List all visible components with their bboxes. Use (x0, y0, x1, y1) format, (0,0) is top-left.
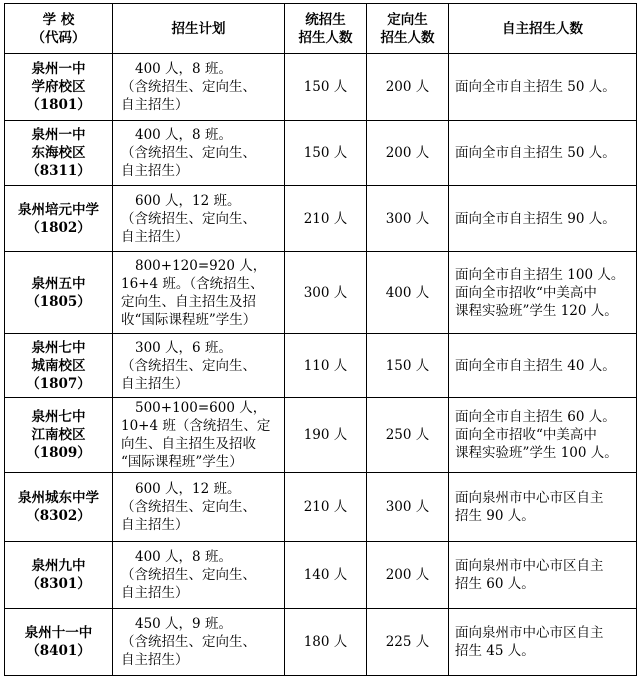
table-row (5, 121, 637, 186)
school-name (5, 473, 113, 542)
enrollment-plan-line: （含统招生、定向生、 (121, 567, 256, 583)
self-enrollment-line: 面向全市自主招生 50 人。 (455, 145, 616, 161)
enrollment-plan-line: 400 人，8 班。 (135, 61, 232, 77)
directed-count-line: 300 人 (385, 210, 430, 227)
unified-count (285, 121, 367, 186)
self-enrollment (449, 609, 637, 676)
self-enrollment-line: 面向全市自主招生 100 人。 (455, 266, 625, 283)
school-name-line: 泉州一中 (31, 127, 86, 143)
enrollment-plan-line: 500+100=600 人， (135, 400, 267, 416)
school-name-line: 泉州五中 (31, 275, 86, 292)
school-name-line: 学府校区 (31, 79, 86, 95)
enrollment-plan (113, 542, 285, 609)
school-name-line: （1801） (26, 97, 91, 113)
enrollment-plan-line: 自主招生） (121, 375, 189, 392)
unified-count-line: 140 人 (303, 567, 348, 583)
school-name (5, 334, 113, 398)
school-name (5, 398, 113, 473)
enrollment-plan-line: 自主招生） (121, 585, 189, 601)
enrollment-plan (113, 398, 285, 473)
header-self: 自主招生人数 (449, 4, 637, 54)
unified-count (285, 334, 367, 398)
self-enrollment (449, 54, 637, 121)
unified-count-line: 210 人 (303, 210, 348, 227)
school-name-line: 泉州七中 (31, 409, 86, 425)
unified-count-line: 110 人 (303, 357, 348, 374)
school-name-line: （1807） (26, 375, 91, 392)
school-name (5, 542, 113, 609)
school-name-line: 泉州一中 (31, 61, 86, 77)
directed-count-line: 200 人 (385, 79, 430, 95)
enrollment-plan-line: 600 人，12 班。 (135, 192, 241, 209)
school-name-line: 东海校区 (31, 145, 86, 161)
school-name-line: （1805） (26, 293, 91, 310)
enrollment-plan-line: 450 人，9 班。 (135, 616, 232, 632)
header-plan: 招生计划 (113, 4, 285, 54)
enrollment-plan-line: 16+4 班。（含统招生、 (121, 275, 264, 292)
enrollment-plan-line: 300 人，6 班。 (135, 339, 232, 356)
unified-count (285, 473, 367, 542)
enrollment-plan-line: “国际课程班”学生） (121, 454, 243, 470)
self-enrollment-line: 招生 90 人。 (455, 508, 535, 524)
self-enrollment (449, 542, 637, 609)
self-enrollment (449, 398, 637, 473)
table-row (5, 252, 637, 334)
unified-count (285, 186, 367, 252)
self-enrollment-line: 课程实验班”学生 100 人。 (455, 445, 618, 461)
school-name-line: 泉州培元中学 (18, 201, 99, 218)
school-name-line: 泉州七中 (31, 339, 86, 356)
enrollment-table (4, 3, 637, 676)
directed-count-line: 200 人 (385, 567, 430, 583)
table-header-row (5, 4, 637, 54)
unified-count (285, 609, 367, 676)
enrollment-plan (113, 252, 285, 334)
school-name-line: 江南校区 (31, 427, 86, 443)
school-name-line: （8401） (26, 643, 91, 659)
self-enrollment-line: 面向全市自主招生 90 人。 (455, 210, 616, 227)
school-name-line: 泉州九中 (31, 558, 86, 574)
enrollment-plan-line: 自主招生） (121, 652, 189, 668)
enrollment-plan-line: 400 人，8 班。 (135, 549, 232, 565)
enrollment-plan-line: 向生、自主招生及招收 (121, 436, 256, 452)
unified-count (285, 54, 367, 121)
directed-count-line: 400 人 (385, 284, 430, 301)
enrollment-plan-line: （含统招生、定向生、 (121, 210, 256, 227)
school-name (5, 609, 113, 676)
school-name-line: （1809） (26, 445, 91, 461)
directed-count (367, 186, 449, 252)
school-name (5, 54, 113, 121)
enrollment-plan-line: 10+4 班（含统招生、定 (121, 418, 271, 434)
self-enrollment-line: 面向泉州市中心市区自主 (455, 625, 604, 641)
enrollment-plan (113, 334, 285, 398)
school-name (5, 121, 113, 186)
school-name-line: 泉州城东中学 (18, 490, 99, 506)
directed-count (367, 54, 449, 121)
self-enrollment-line: 面向泉州市中心市区自主 (455, 490, 604, 506)
self-enrollment (449, 186, 637, 252)
self-enrollment (449, 334, 637, 398)
self-enrollment-line: 招生 45 人。 (455, 643, 535, 659)
directed-count (367, 334, 449, 398)
unified-count (285, 252, 367, 334)
directed-count (367, 609, 449, 676)
table-row (5, 473, 637, 542)
self-enrollment (449, 473, 637, 542)
enrollment-plan-line: 定向生、自主招生及招 (121, 293, 256, 310)
enrollment-plan-line: （含统招生、定向生、 (121, 79, 256, 95)
unified-count (285, 542, 367, 609)
self-enrollment-line: 面向全市招收“中美高中 (455, 284, 597, 301)
enrollment-plan-line: （含统招生、定向生、 (121, 634, 256, 650)
table-body (5, 54, 637, 676)
unified-count (285, 398, 367, 473)
school-name-line: （8311） (26, 163, 91, 179)
table-row (5, 334, 637, 398)
table-row (5, 186, 637, 252)
school-name (5, 252, 113, 334)
enrollment-plan-line: 自主招生） (121, 163, 189, 179)
directed-count (367, 542, 449, 609)
unified-count-line: 300 人 (303, 284, 348, 301)
enrollment-plan-line: 收“国际课程班”学生） (121, 311, 257, 328)
unified-count-line: 150 人 (303, 145, 348, 161)
self-enrollment (449, 252, 637, 334)
enrollment-plan (113, 473, 285, 542)
unified-count-line: 190 人 (303, 427, 348, 443)
self-enrollment-line: 招生 60 人。 (455, 576, 535, 592)
enrollment-plan-line: 自主招生） (121, 517, 189, 533)
enrollment-plan (113, 121, 285, 186)
directed-count (367, 473, 449, 542)
enrollment-plan-line: 400 人，8 班。 (135, 127, 232, 143)
enrollment-plan (113, 186, 285, 252)
enrollment-plan-line: 自主招生） (121, 97, 189, 113)
table-row (5, 54, 637, 121)
directed-count (367, 121, 449, 186)
enrollment-plan (113, 609, 285, 676)
enrollment-plan (113, 54, 285, 121)
directed-count-line: 200 人 (385, 145, 430, 161)
enrollment-plan-line: （含统招生、定向生、 (121, 145, 256, 161)
enrollment-plan-line: （含统招生、定向生、 (121, 357, 256, 374)
table-row (5, 398, 637, 473)
self-enrollment-line: 课程实验班”学生 120 人。 (455, 302, 618, 319)
school-name-line: 城南校区 (31, 357, 86, 374)
school-name-line: （8301） (26, 576, 91, 592)
directed-count-line: 300 人 (385, 499, 430, 515)
self-enrollment (449, 121, 637, 186)
directed-count-line: 250 人 (385, 427, 430, 443)
header-directed: 定向生 招生人数 (367, 4, 449, 54)
directed-count-line: 225 人 (385, 634, 430, 650)
school-name-line: （8302） (26, 508, 91, 524)
school-name-line: 泉州十一中 (24, 625, 93, 641)
self-enrollment-line: 面向全市自主招生 40 人。 (455, 357, 616, 374)
unified-count-line: 150 人 (303, 79, 348, 95)
school-name (5, 186, 113, 252)
unified-count-line: 180 人 (303, 634, 348, 650)
unified-count-line: 210 人 (303, 499, 348, 515)
directed-count-line: 150 人 (385, 357, 430, 374)
self-enrollment-line: 面向泉州市中心市区自主 (455, 558, 604, 574)
enrollment-plan-line: 800+120=920 人， (135, 257, 267, 274)
self-enrollment-line: 面向全市自主招生 50 人。 (455, 79, 616, 95)
directed-count (367, 252, 449, 334)
directed-count (367, 398, 449, 473)
self-enrollment-line: 面向全市招收“中美高中 (455, 427, 597, 443)
enrollment-plan-line: 600 人，12 班。 (135, 481, 241, 497)
enrollment-plan-line: （含统招生、定向生、 (121, 499, 256, 515)
school-name-line: （1802） (26, 219, 91, 236)
header-unified: 统招生 招生人数 (285, 4, 367, 54)
table-row (5, 542, 637, 609)
self-enrollment-line: 面向全市自主招生 60 人。 (455, 409, 616, 425)
table-row (5, 609, 637, 676)
enrollment-plan-line: 自主招生） (121, 228, 189, 245)
header-school: 学 校 （代码） (5, 4, 113, 54)
